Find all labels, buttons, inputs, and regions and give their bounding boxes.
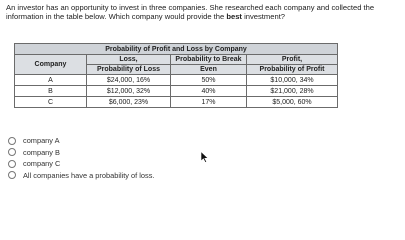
header-profit-line2: Probability of Profit [247,65,338,75]
radio-button[interactable] [8,171,16,179]
choice-company-b[interactable] [8,147,154,158]
header-loss-line2: Probability of Loss [87,65,171,75]
table-header-row [15,55,338,65]
header-breakeven-line1: Probability to Break [171,55,247,65]
profit-cell: $21,000, 28% [247,86,338,97]
question-text [6,3,398,21]
answer-choices [8,135,154,181]
choice-company-a[interactable] [8,135,154,146]
question-text-start: An investor has an opportunity to invest in three companies. She researched each company and collected the information in the table below. Which company would provide the [6,3,375,21]
header-profit-line1: Profit, [247,55,338,65]
choice-label: company A [23,136,60,145]
choice-label: company C [23,159,61,168]
radio-button[interactable] [8,148,16,156]
breakeven-cell: 17% [171,97,247,108]
company-table [14,43,338,108]
company-cell: C [15,97,87,108]
table-row [15,97,338,108]
table-row [15,86,338,97]
breakeven-cell: 50% [171,75,247,86]
choice-company-c[interactable] [8,158,154,169]
profit-cell: $10,000, 34% [247,75,338,86]
radio-button[interactable] [8,160,16,168]
loss-cell: $6,000, 23% [87,97,171,108]
loss-cell: $12,000, 32% [87,86,171,97]
choice-label: company B [23,147,60,157]
breakeven-cell: 40% [171,86,247,97]
company-cell: B [15,86,87,97]
company-cell: A [15,75,87,86]
question-emphasis: best [226,12,242,21]
header-breakeven-line2: Even [171,65,247,75]
mouse-pointer-icon [200,151,209,163]
radio-button[interactable] [8,137,16,145]
header-loss-line1: Loss, [87,55,171,65]
header-company: Company [15,55,87,75]
profit-cell: $5,000, 60% [247,97,338,108]
choice-all-companies[interactable] [8,170,154,181]
question-text-end: investment? [241,12,286,21]
loss-cell: $24,000, 16% [87,75,171,86]
choice-label: All companies have a probability of loss. [23,170,155,180]
table-row [15,75,338,86]
table-caption: Probability of Profit and Loss by Company [15,44,338,55]
